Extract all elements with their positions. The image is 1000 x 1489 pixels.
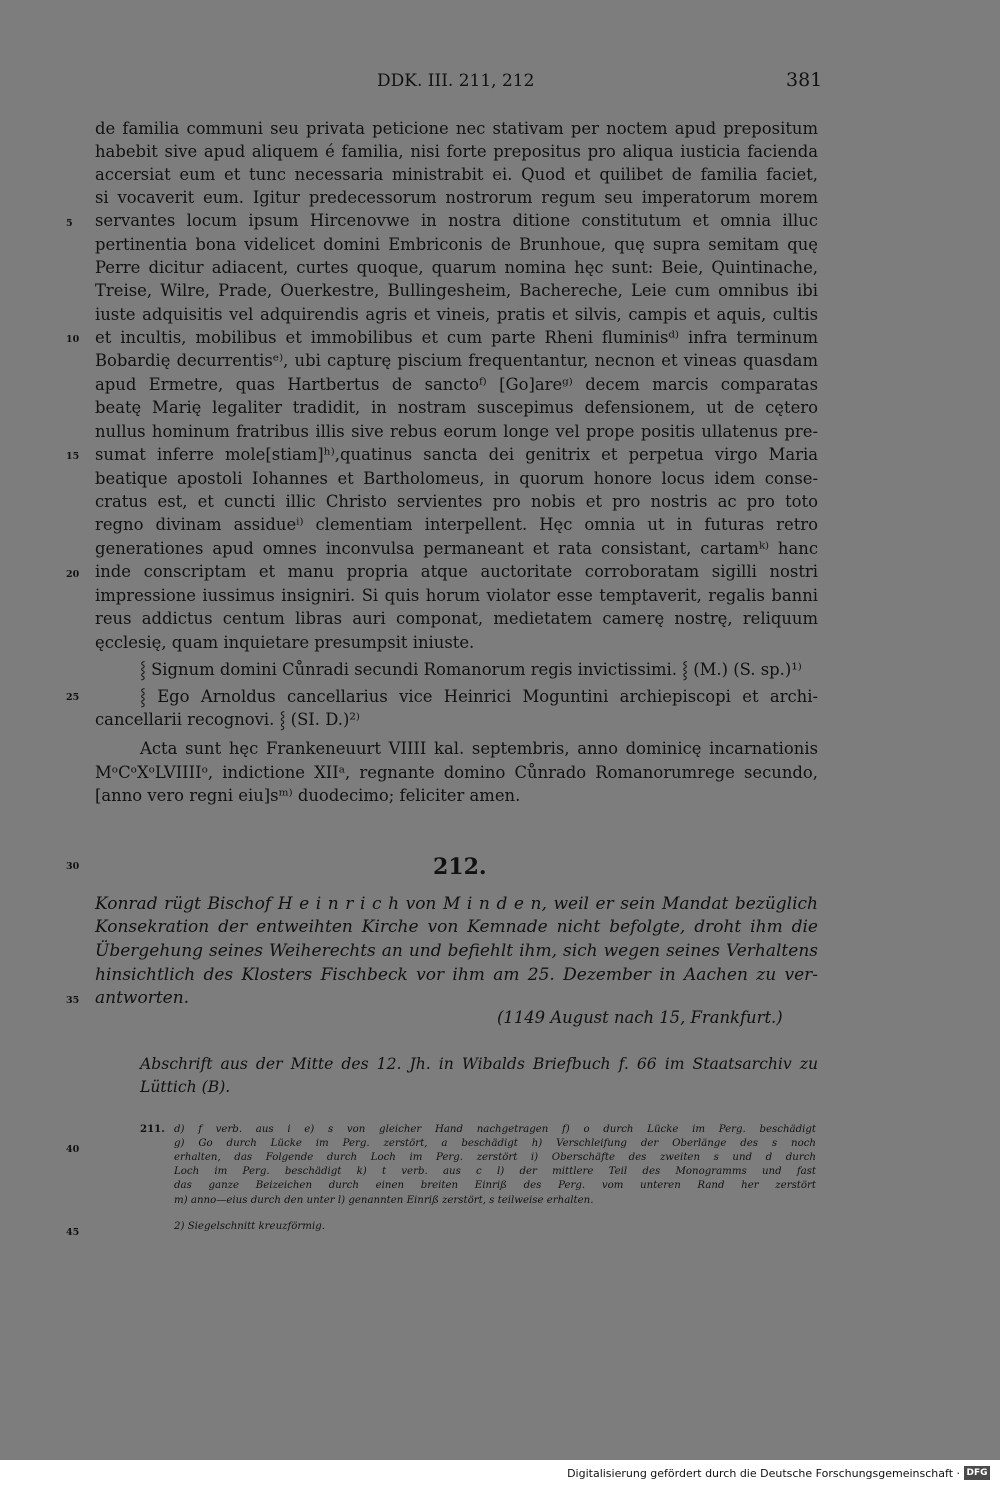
- body-line: inde conscriptam et manu propria atque auctoritate corroboratam sigilli nostri: [95, 562, 818, 581]
- body-line: accersiat eum et tunc necessaria ministrabit ei. Quod et quilibet de familia faciet,: [95, 165, 818, 184]
- regest-date: (1149 August nach 15, Frankfurt.): [497, 1008, 783, 1027]
- dfg-logo-icon: DFG: [964, 1466, 990, 1480]
- dating-line: MᵒCᵒXᵒLVIIIIᵒ, indictione XIIᵃ, regnante domino Cůnrado Romanorumrege secundo,: [95, 763, 818, 782]
- body-line: sumat inferre mole[stiam]ʰ⁾,quatinus sancta dei genitrix et perpetua virgo Maria: [95, 445, 818, 464]
- footnote-seal-note: 2) Siegelschnitt kreuzförmig.: [174, 1221, 325, 1232]
- line-number: 30: [66, 861, 80, 872]
- body-line: iuste adquisitis vel adquirendis agris et vineis, pratis et silvis, campis et aquis, cultis: [95, 305, 818, 324]
- dating-line: [anno vero regni eiu]sᵐ⁾ duodecimo; feliciter amen.: [95, 786, 521, 805]
- page-number: 381: [786, 69, 823, 91]
- regest-line: Übergehung seines Weiherechts an und befiehlt ihm, sich wegen seines Verhaltens: [95, 941, 818, 961]
- footer: [0, 1460, 1000, 1489]
- footnote-line: das ganze Beizeichen durch einen breiten Einriß des Perg. vom unteren Rand her zerstört: [174, 1180, 816, 1191]
- recognition-line: cancellarii recognovi. ⸾ (SI. D.)²⁾: [95, 710, 360, 729]
- body-line: et incultis, mobilibus et immobilibus et cum parte Rheni fluminisᵈ⁾ infra terminum: [95, 328, 818, 347]
- line-number: 45: [66, 1227, 80, 1238]
- body-line: ęcclesię, quam inquietare presumpsit iniuste.: [95, 633, 475, 652]
- body-line: generationes apud omnes inconvulsa permaneant et rata consistant, cartamᵏ⁾ hanc: [95, 539, 818, 558]
- body-line: beatę Marię legaliter tradidit, in nostram suscepimus defensionem, ut de cętero: [95, 398, 818, 417]
- body-line: habebit sive apud aliquem é familia, nisi forte prepositus pro aliqua iusticia facienda: [95, 142, 818, 161]
- line-number: 10: [66, 334, 80, 345]
- body-line: Perre dicitur adiacent, curtes quoque, quarum nomina hęc sunt: Beie, Quintinache,: [95, 258, 818, 277]
- body-line: Bobardię decurrentisᵉ⁾, ubi capturę piscium frequentantur, necnon et vineas quasdam: [95, 351, 818, 370]
- body-line: regno divinam assidueⁱ⁾ clementiam interpellent. Hęc omnia ut in futuras retro: [95, 515, 818, 534]
- footnote-line: d) f verb. aus i e) s von gleicher Hand nachgetragen f) o durch Lücke im Perg. beschädigt: [174, 1124, 816, 1135]
- footnote-label: 211.: [140, 1123, 165, 1135]
- source-line: Abschrift aus der Mitte des 12. Jh. in Wibalds Briefbuch f. 66 im Staatsarchiv zu: [140, 1055, 818, 1073]
- footnote-line: Loch im Perg. beschädigt k) t verb. aus c l) der mittlere Teil des Monogramms und fast: [174, 1166, 816, 1177]
- dating-line: Acta sunt hęc Frankeneuurt VIIII kal. septembris, anno dominicę incarnationis: [140, 739, 818, 758]
- regest-line: antworten.: [95, 988, 190, 1008]
- line-number: 35: [66, 995, 80, 1006]
- body-line: servantes locum ipsum Hircenovwe in nostra ditione constitutum et omnia illuc: [95, 211, 818, 230]
- regest-line: Konrad rügt Bischof H e i n r i c h von M i n d e n, weil er sein Mandat bezüglich: [95, 894, 818, 914]
- line-number: 40: [66, 1144, 80, 1155]
- running-head: DDK. III. 211, 212: [377, 71, 535, 91]
- regest-line: hinsichtlich des Klosters Fischbeck vor ihm am 25. Dezember in Aachen zu ver-: [95, 965, 818, 985]
- body-line: reus addictus centum libras auri componat, medietatem camerę nostrę, reliquum: [95, 609, 818, 628]
- body-line: cratus est, et cuncti illic Christo servientes pro nobis et pro nostris ac pro toto: [95, 492, 818, 511]
- body-line: Treise, Wilre, Prade, Ouerkestre, Bullingesheim, Bachereche, Leie cum omnibus ibi: [95, 281, 818, 300]
- body-line: impressione iussimus insigniri. Si quis horum violator esse temptaverit, regalis banni: [95, 586, 818, 605]
- footnote-line: erhalten, das Folgende durch Loch im Perg. zerstört i) Oberschäfte des zweiten s und d durch: [174, 1152, 816, 1163]
- body-line: nullus hominum fratribus illis sive rebus eorum longe vel prope positis ullatenus pre-: [95, 422, 818, 441]
- line-number: 15: [66, 451, 80, 462]
- document-number: 212.: [433, 854, 487, 880]
- footnote-line: m) anno—eius durch den unter l) genannten Einriß zerstört, s teilweise erhalten.: [174, 1195, 594, 1206]
- body-line: apud Ermetre, quas Hartbertus de sanctoᶠ⁾ [Go]areᵍ⁾ decem marcis comparatas: [95, 375, 818, 394]
- source-line: Lüttich (B).: [140, 1078, 231, 1096]
- line-number: 5: [66, 218, 73, 229]
- signum-line: ⸾ Signum domini Cůnradi secundi Romanorum regis invictissimi. ⸾ (M.) (S. sp.)¹⁾: [140, 660, 802, 679]
- line-number: 20: [66, 569, 80, 580]
- funding-credit: Digitalisierung gefördert durch die Deutsche Forschungsgemeinschaft ·: [567, 1467, 960, 1480]
- recognition-line: ⸾ Ego Arnoldus cancellarius vice Heinrici Moguntini archiepiscopi et archi-: [140, 687, 818, 706]
- regest-line: Konsekration der entweihten Kirche von Kemnade nicht befolgte, droht ihm die: [95, 917, 818, 937]
- body-line: beatique apostoli Iohannes et Bartholomeus, in quorum honore locus idem conse-: [95, 469, 818, 488]
- body-line: de familia communi seu privata peticione nec stativam per noctem apud prepositum: [95, 119, 818, 138]
- footnote-line: g) Go durch Lücke im Perg. zerstört, a beschädigt h) Verschleifung der Oberlänge des s noch: [174, 1138, 816, 1149]
- line-number: 25: [66, 692, 80, 703]
- body-line: pertinentia bona videlicet domini Embriconis de Brunhoue, quę supra semitam quę: [95, 235, 818, 254]
- body-line: si vocaverit eum. Igitur predecessorum nostrorum regum seu imperatorum morem: [95, 188, 818, 207]
